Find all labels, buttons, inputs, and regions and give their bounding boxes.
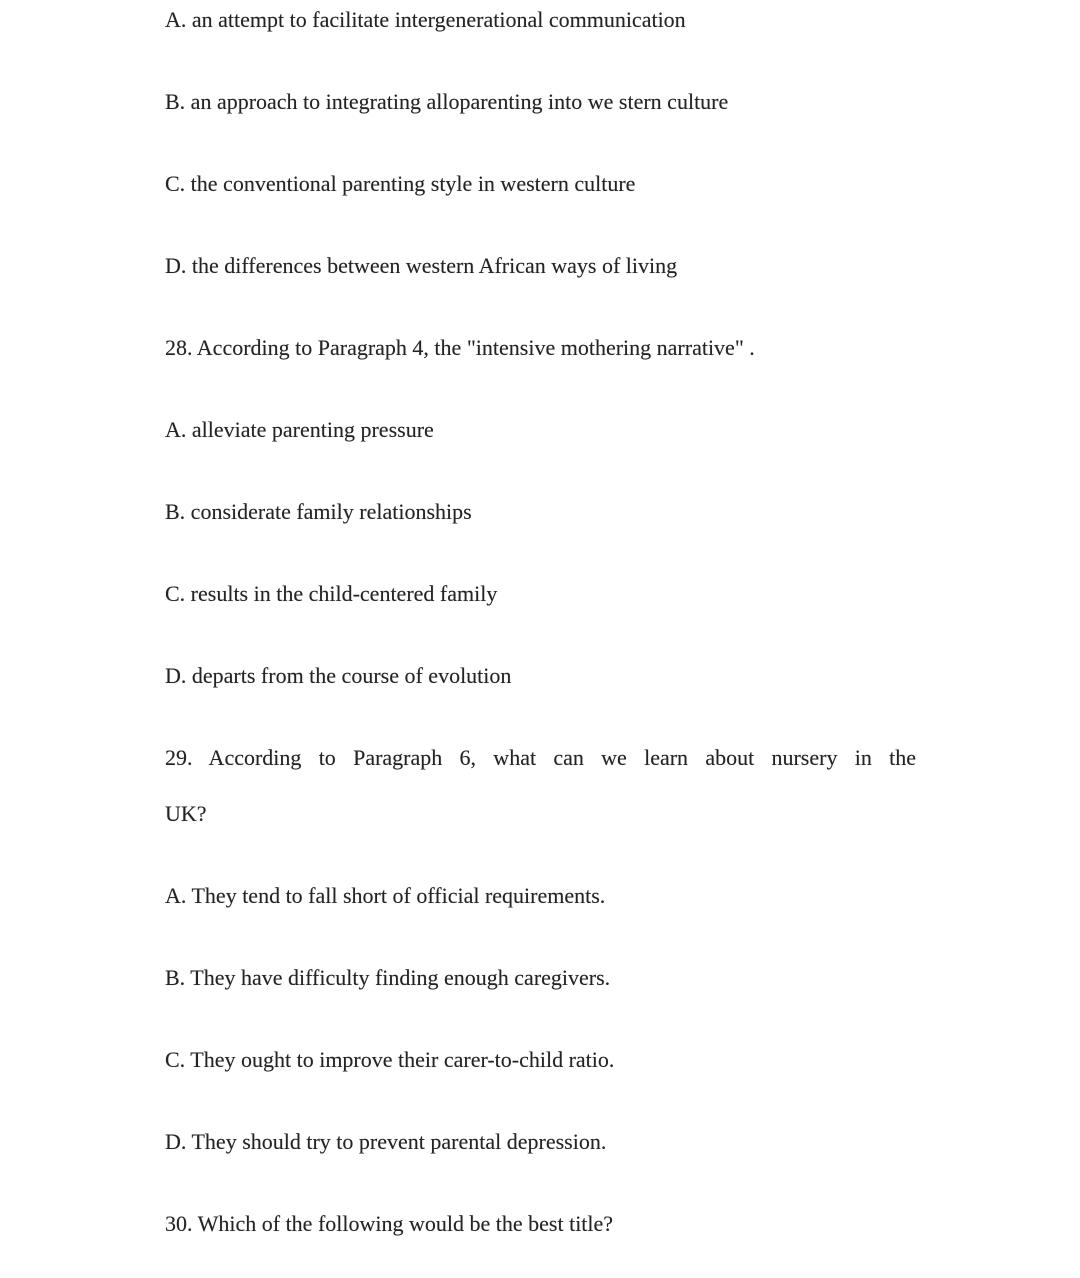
- prev-question-option-d: D. the differences between western African ways of living: [165, 253, 678, 278]
- prev-question-option-c: C. the conventional parenting style in western culture: [165, 171, 636, 196]
- question-29-stem-line-1: 29. According to Paragraph 6, what can we learn about nursery in the: [165, 745, 916, 770]
- question-29-option-a: A. They tend to fall short of official requirements.: [165, 883, 606, 908]
- prev-question-option-b: B. an approach to integrating alloparenting into we stern culture: [165, 89, 729, 114]
- question-28-option-a: A. alleviate parenting pressure: [165, 417, 434, 442]
- prev-question-option-a: A. an attempt to facilitate intergenerational communication: [165, 7, 686, 32]
- question-29-stem-line-2: UK?: [165, 801, 207, 826]
- question-text-block: [165, 0, 916, 1278]
- question-28-stem: 28. According to Paragraph 4, the "intensive mothering narrative" .: [165, 335, 755, 360]
- question-28-option-d: D. departs from the course of evolution: [165, 663, 512, 688]
- question-29-option-d: D. They should try to prevent parental depression.: [165, 1129, 607, 1154]
- question-30-stem: 30. Which of the following would be the best title?: [165, 1211, 614, 1236]
- question-28-option-b: B. considerate family relationships: [165, 499, 472, 524]
- question-28-option-c: C. results in the child-centered family: [165, 581, 498, 606]
- question-29-option-c: C. They ought to improve their carer-to-child ratio.: [165, 1047, 615, 1072]
- question-29-option-b: B. They have difficulty finding enough caregivers.: [165, 965, 611, 990]
